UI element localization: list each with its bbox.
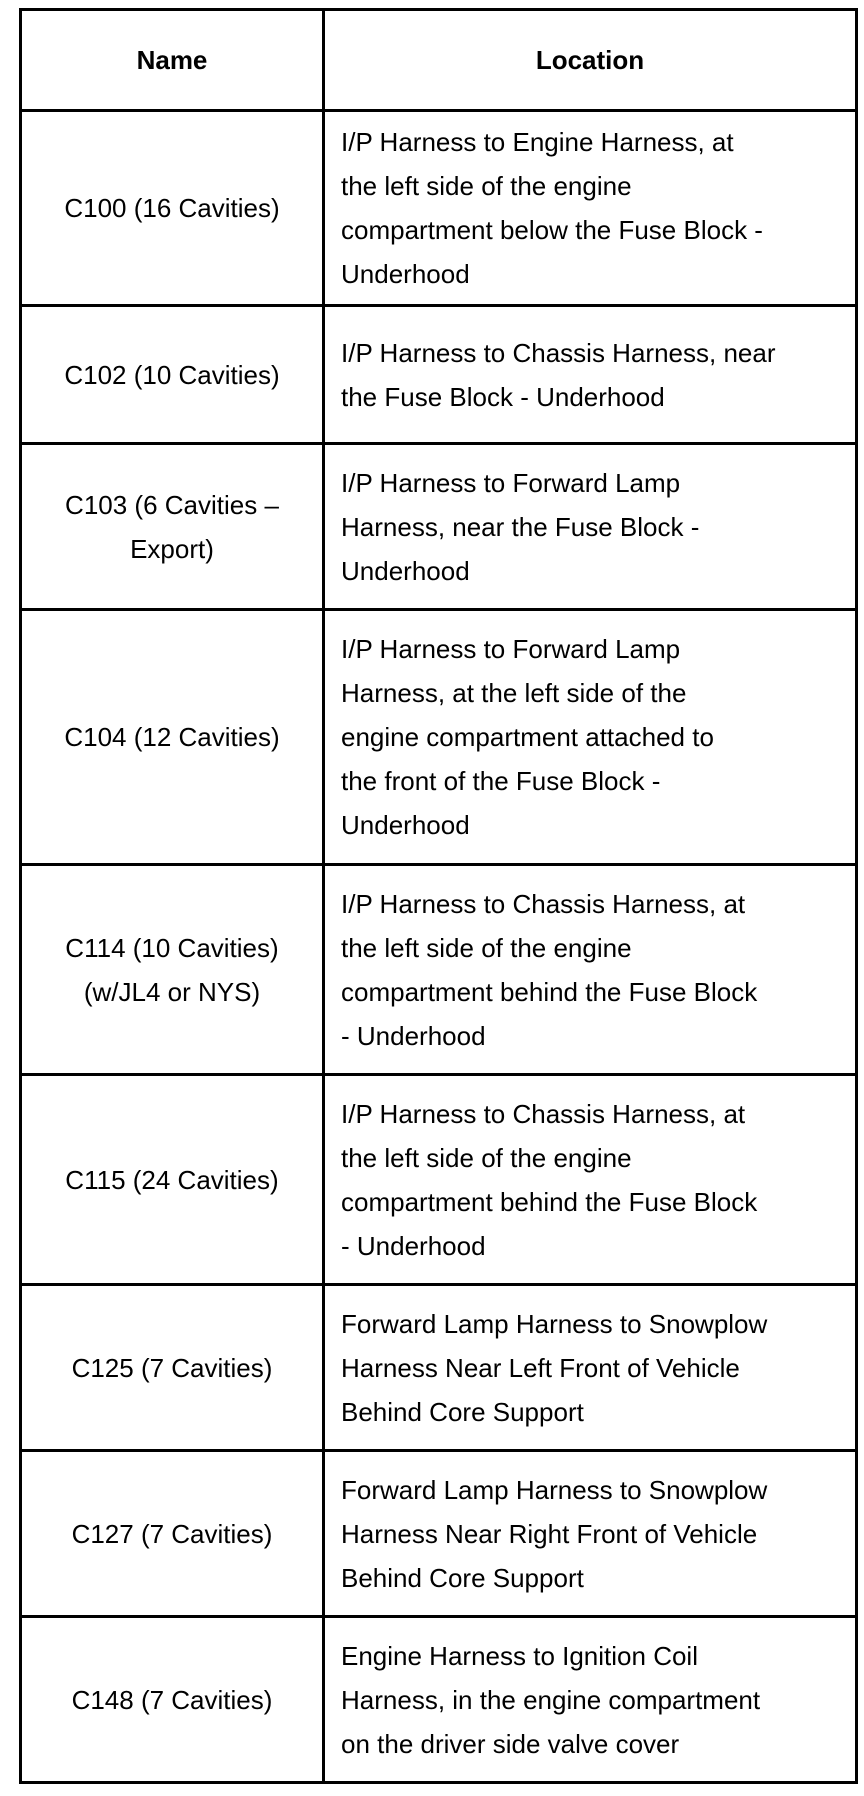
connector-location-table (19, 8, 858, 1784)
connector-name: C127 (7 Cavities) (71, 1518, 273, 1549)
connector-name: C115 (24 Cavities) (65, 1164, 279, 1195)
location-line: Harness Near Left Front of Vehicle (341, 1352, 740, 1383)
location-line: Engine Harness to Ignition Coil (341, 1640, 698, 1671)
table-row (21, 444, 857, 610)
connector-name: (w/JL4 or NYS) (83, 976, 261, 1007)
location-line: the left side of the engine (341, 1142, 632, 1173)
location-line: Forward Lamp Harness to Snowplow (341, 1474, 768, 1505)
location-line: I/P Harness to Engine Harness, at (341, 127, 734, 157)
location-line: I/P Harness to Chassis Harness, at (341, 1098, 746, 1129)
connector-location-cell (324, 111, 857, 306)
connector-name: C100 (16 Cavities) (64, 193, 280, 223)
location-line: I/P Harness to Chassis Harness, near (341, 337, 776, 368)
connector-name: C114 (10 Cavities) (65, 932, 279, 963)
location-line: the left side of the engine (341, 171, 632, 201)
connector-name-cell (21, 610, 324, 865)
table-header-row (21, 10, 857, 111)
location-line: the front of the Fuse Block - (341, 766, 661, 796)
table-row (21, 1451, 857, 1617)
location-line: - Underhood (341, 1020, 486, 1051)
location-line: Underhood (341, 555, 470, 586)
table-row (21, 306, 857, 444)
connector-name: C103 (6 Cavities – (65, 489, 279, 520)
location-line: the left side of the engine (341, 932, 632, 963)
connector-name: C125 (7 Cavities) (71, 1352, 273, 1383)
connector-name-cell (21, 111, 324, 306)
connector-location-cell (324, 865, 857, 1075)
connector-name-cell (21, 1451, 324, 1617)
connector-name: C102 (10 Cavities) (64, 359, 280, 390)
location-line: Forward Lamp Harness to Snowplow (341, 1308, 768, 1339)
location-line: I/P Harness to Forward Lamp (341, 467, 681, 498)
location-line: Behind Core Support (341, 1562, 584, 1593)
location-line: on the driver side valve cover (341, 1728, 680, 1759)
location-line: Underhood (341, 259, 470, 289)
location-line: I/P Harness to Forward Lamp (341, 634, 681, 664)
connector-name: Export) (130, 533, 214, 564)
table-row (21, 111, 857, 306)
connector-location-cell (324, 444, 857, 610)
location-line: I/P Harness to Chassis Harness, at (341, 888, 746, 919)
connector-name-cell (21, 1617, 324, 1783)
connector-name-cell (21, 306, 324, 444)
location-line: Behind Core Support (341, 1396, 584, 1427)
connector-location-cell (324, 1075, 857, 1285)
connector-name-cell (21, 1285, 324, 1451)
column-header-location: Location (324, 10, 857, 111)
table-row (21, 865, 857, 1075)
connector-name-cell (21, 865, 324, 1075)
table-row (21, 1285, 857, 1451)
location-line: compartment behind the Fuse Block (341, 1186, 758, 1217)
connector-location-cell (324, 1285, 857, 1451)
connector-location-cell (324, 1617, 857, 1783)
location-line: Harness, in the engine compartment (341, 1684, 761, 1715)
table-row (21, 610, 857, 865)
location-line: compartment behind the Fuse Block (341, 976, 758, 1007)
connector-name-cell (21, 1075, 324, 1285)
table-row (21, 1075, 857, 1285)
location-line: Harness, near the Fuse Block - (341, 511, 700, 542)
location-line: the Fuse Block - Underhood (341, 381, 665, 412)
location-line: Underhood (341, 810, 470, 840)
location-line: Harness Near Right Front of Vehicle (341, 1518, 758, 1549)
location-line: engine compartment attached to (341, 722, 714, 752)
connector-name: C104 (12 Cavities) (64, 722, 280, 752)
location-line: - Underhood (341, 1230, 486, 1261)
connector-location-cell (324, 1451, 857, 1617)
location-line: compartment below the Fuse Block - (341, 215, 763, 245)
connector-name-cell (21, 444, 324, 610)
table-row (21, 1617, 857, 1783)
connector-location-cell (324, 610, 857, 865)
location-line: Harness, at the left side of the (341, 678, 687, 708)
column-header-name: Name (21, 10, 324, 111)
connector-name: C148 (7 Cavities) (71, 1684, 273, 1715)
connector-location-cell (324, 306, 857, 444)
